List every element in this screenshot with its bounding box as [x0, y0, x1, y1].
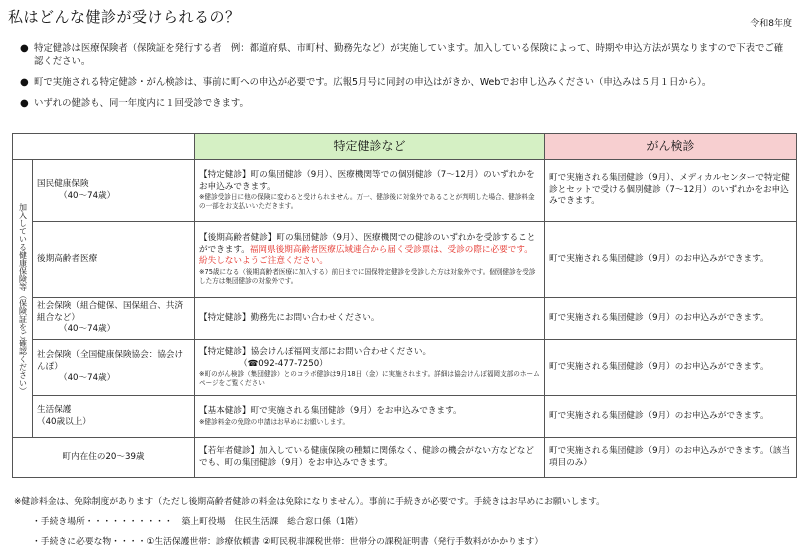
category-age: （40歳以上） — [37, 416, 91, 427]
table-header-row — [13, 134, 797, 160]
detail-cell — [195, 222, 545, 298]
detail-text: 【特定健診】勤務先にお問い合わせください。 — [199, 312, 380, 323]
detail-note: ※75歳になる（後期高齢者医療に加入する）前日までに国保特定健診を受診した方は対象外です。個別健診を受診した方は集団健診の対象外です。 — [199, 267, 536, 285]
page-title: 私はどんな健診が受けられるの？ — [8, 8, 241, 26]
category-age: （40～74歳） — [59, 324, 116, 335]
table-row — [13, 438, 797, 478]
footnote-place: ・手続き場所・・・・・・・・・・ 築上町役場 住民生活課 総合窓口係（1階） — [32, 517, 364, 527]
detail-cell: 【若年者健診】加入している健康保険の種類に関係なく、健診の機会がない方などなどでも、町の集団健診（9月）をお申込みできます。 — [195, 438, 545, 478]
bullet-text: 特定健診は医療保険者（保険証を発行する者 例：都道府県、市町村、勤務先など）が実施しています。加入している保険によって、時期や申込方法が異なりますので下表でご確認ください。 — [34, 43, 784, 67]
table-row — [13, 396, 797, 438]
detail-note: ※健診料金の免除の申請はお早めにお願いします。 — [199, 417, 350, 426]
bullet-item — [20, 42, 790, 68]
checkup-table — [12, 133, 797, 478]
detail-text: 【特定健診】町の集団健診（9月）、医療機関等での個別健診（7～12月）のいずれかをお申込みできます。 — [199, 170, 535, 192]
category-name: 生活保護 — [37, 405, 72, 415]
header-blank — [13, 134, 195, 160]
bullet-item — [20, 97, 790, 110]
gan-cell: 町で実施される集団健診（9月）のお申込みができます。 — [545, 298, 797, 340]
gan-cell: 町で実施される集団健診（9月）、メディカルセンターで特定健診とセットで受ける個別健診（7～12月）のいずれかをお申込みできます。 — [545, 160, 797, 222]
table-row — [13, 160, 797, 222]
category-name: 国民健康保険 — [37, 179, 89, 189]
category-cell — [33, 160, 195, 222]
category-cell — [33, 222, 195, 298]
detail-text: 【特定健診】協会けんぽ福岡支部にお問い合わせください。 — [199, 347, 432, 357]
gan-cell: 町で実施される集団健診（9月）のお申込みができます。 — [545, 222, 797, 298]
category-cell — [33, 396, 195, 438]
footnote-items: ・手続きに必要な物・・・・①生活保護世帯：診療依頼書 ②町民税非課税世帯：世帯分の課税証明書（発行手数料がかかります） — [32, 537, 544, 547]
detail-text: 【基本健診】町で実施される集団健診（9月）をお申込みできます。 — [199, 406, 462, 417]
category-name: 社会保険（全国健康保険協会：協会けんぽ） — [37, 350, 184, 372]
category-cell — [33, 298, 195, 340]
detail-cell — [195, 298, 545, 340]
footnote-fee: ※健診料金は、免除制度があります（ただし後期高齢者健診の料金は免除になりません）。事前に手続きが必要です。手続きはお早めにお願いします。 — [14, 497, 605, 507]
bullet-item — [20, 76, 790, 89]
phone-number: （☎092-477-7250） — [239, 358, 328, 369]
bullet-dot-icon: ● — [20, 98, 29, 109]
bullet-text: 町で実施される特定健診・がん検診は、事前に町への申込が必要です。広報5月号に同封の申込はがきか、Webでお申し込みください（申込みは５月１日から）。 — [34, 77, 712, 88]
detail-note: ※町のがん検診（集団健診）とのコラボ健診は9月18日（金）に実施されます。詳細は協会けんぽ福岡支部のホームページをご覧ください — [199, 370, 540, 387]
table-row — [13, 340, 797, 396]
bullet-dot-icon: ● — [20, 43, 29, 54]
table-row — [13, 222, 797, 298]
category-age: （40～74歳） — [59, 373, 116, 384]
category-name: 後期高齢者医療 — [37, 253, 98, 264]
fiscal-year: 令和8年度 — [750, 19, 792, 29]
category-cell: 町内在住の20～39歳 — [13, 438, 195, 478]
bullet-dot-icon: ● — [20, 77, 29, 88]
detail-note: ※健診受診日に他の保険に変わると受けられません。万一、健診後に対象外であることが判明した場合、健診料金の一部をお支払いいただきます。 — [199, 193, 535, 210]
bullet-list — [20, 42, 790, 118]
category-cell — [33, 340, 195, 396]
detail-cell — [195, 160, 545, 222]
header-tokutei: 特定健診など — [195, 134, 545, 160]
detail-text: 【後期高齢者健診】町の集団健診（9月）、医療機関での健診のいずれかを受診することができます。 — [199, 233, 536, 255]
bullet-text: いずれの健診も、同一年度内に１回受診できます。 — [34, 98, 249, 109]
insurance-vertical-label: 加入している健康保険等（保険証をご確認ください） — [13, 160, 33, 438]
table-row — [13, 298, 797, 340]
gan-cell: 町で実施される集団健診（9月）のお申込みができます。 — [545, 396, 797, 438]
category-name: 社会保険（組合健保、国保組合、共済組合など） — [37, 301, 184, 323]
detail-cell — [195, 340, 545, 396]
gan-cell: 町で実施される集団健診（9月）のお申込みができます。（該当項目のみ） — [545, 438, 797, 478]
detail-cell — [195, 396, 545, 438]
header-gan: がん検診 — [545, 134, 797, 160]
detail-warning: 福岡県後期高齢者医療広域連合から届く受診票は、受診の際に必要です。紛失しないようご注意ください。 — [199, 244, 533, 267]
category-age: （40～74歳） — [59, 190, 116, 201]
gan-cell: 町で実施される集団健診（9月）のお申込みができます。 — [545, 340, 797, 396]
